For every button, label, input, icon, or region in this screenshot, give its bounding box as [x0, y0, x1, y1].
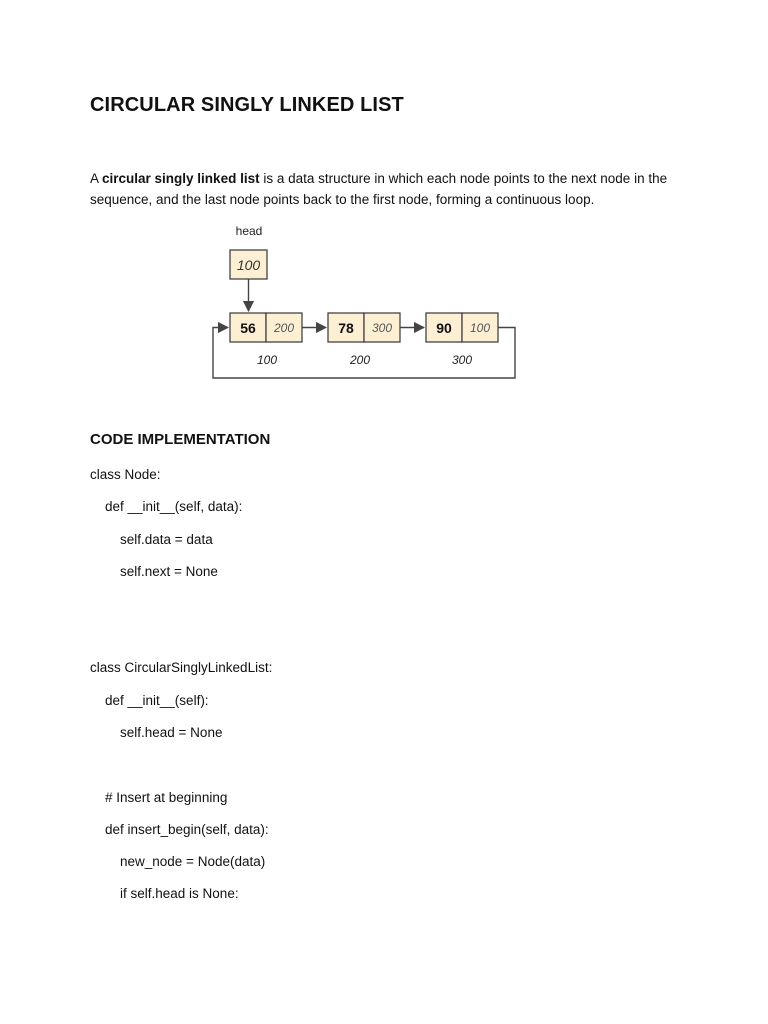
node-3-address: 300	[451, 353, 473, 367]
node-1-address: 100	[256, 353, 278, 367]
linked-list-diagram	[200, 218, 530, 388]
code-line: class CircularSinglyLinkedList:	[90, 660, 273, 675]
head-value: 100	[236, 257, 261, 273]
code-line: self.next = None	[90, 564, 218, 579]
code-line: if self.head is None:	[90, 886, 239, 901]
intro-paragraph	[90, 168, 690, 210]
code-comment: # Insert at beginning	[90, 790, 228, 805]
code-line: def __init__(self, data):	[90, 499, 243, 514]
node-2-next: 300	[371, 321, 393, 335]
node-2-address: 200	[349, 353, 371, 367]
code-line: self.data = data	[90, 532, 213, 547]
head-label: head	[235, 224, 263, 238]
code-line: class Node:	[90, 467, 161, 482]
code-line: def insert_begin(self, data):	[90, 822, 269, 837]
intro-prefix: A	[90, 171, 103, 186]
section-title-code: CODE IMPLEMENTATION	[90, 431, 271, 448]
node-2-data: 78	[338, 320, 354, 336]
node-3-data: 90	[436, 320, 452, 336]
code-line: new_node = Node(data)	[90, 854, 266, 869]
node-3-next: 100	[469, 321, 491, 335]
intro-bold-term: circular singly linked list	[102, 171, 260, 186]
code-line: self.head = None	[90, 725, 223, 740]
intro-rest: is a data structure in which each node points to the next node in the sequence, and the last node points back to the first node, forming a continuous loop.	[90, 171, 668, 207]
document-title: CIRCULAR SINGLY LINKED LIST	[90, 94, 404, 116]
node-1-data: 56	[240, 320, 256, 336]
node-1-next: 200	[273, 321, 295, 335]
code-line: def __init__(self):	[90, 693, 209, 708]
